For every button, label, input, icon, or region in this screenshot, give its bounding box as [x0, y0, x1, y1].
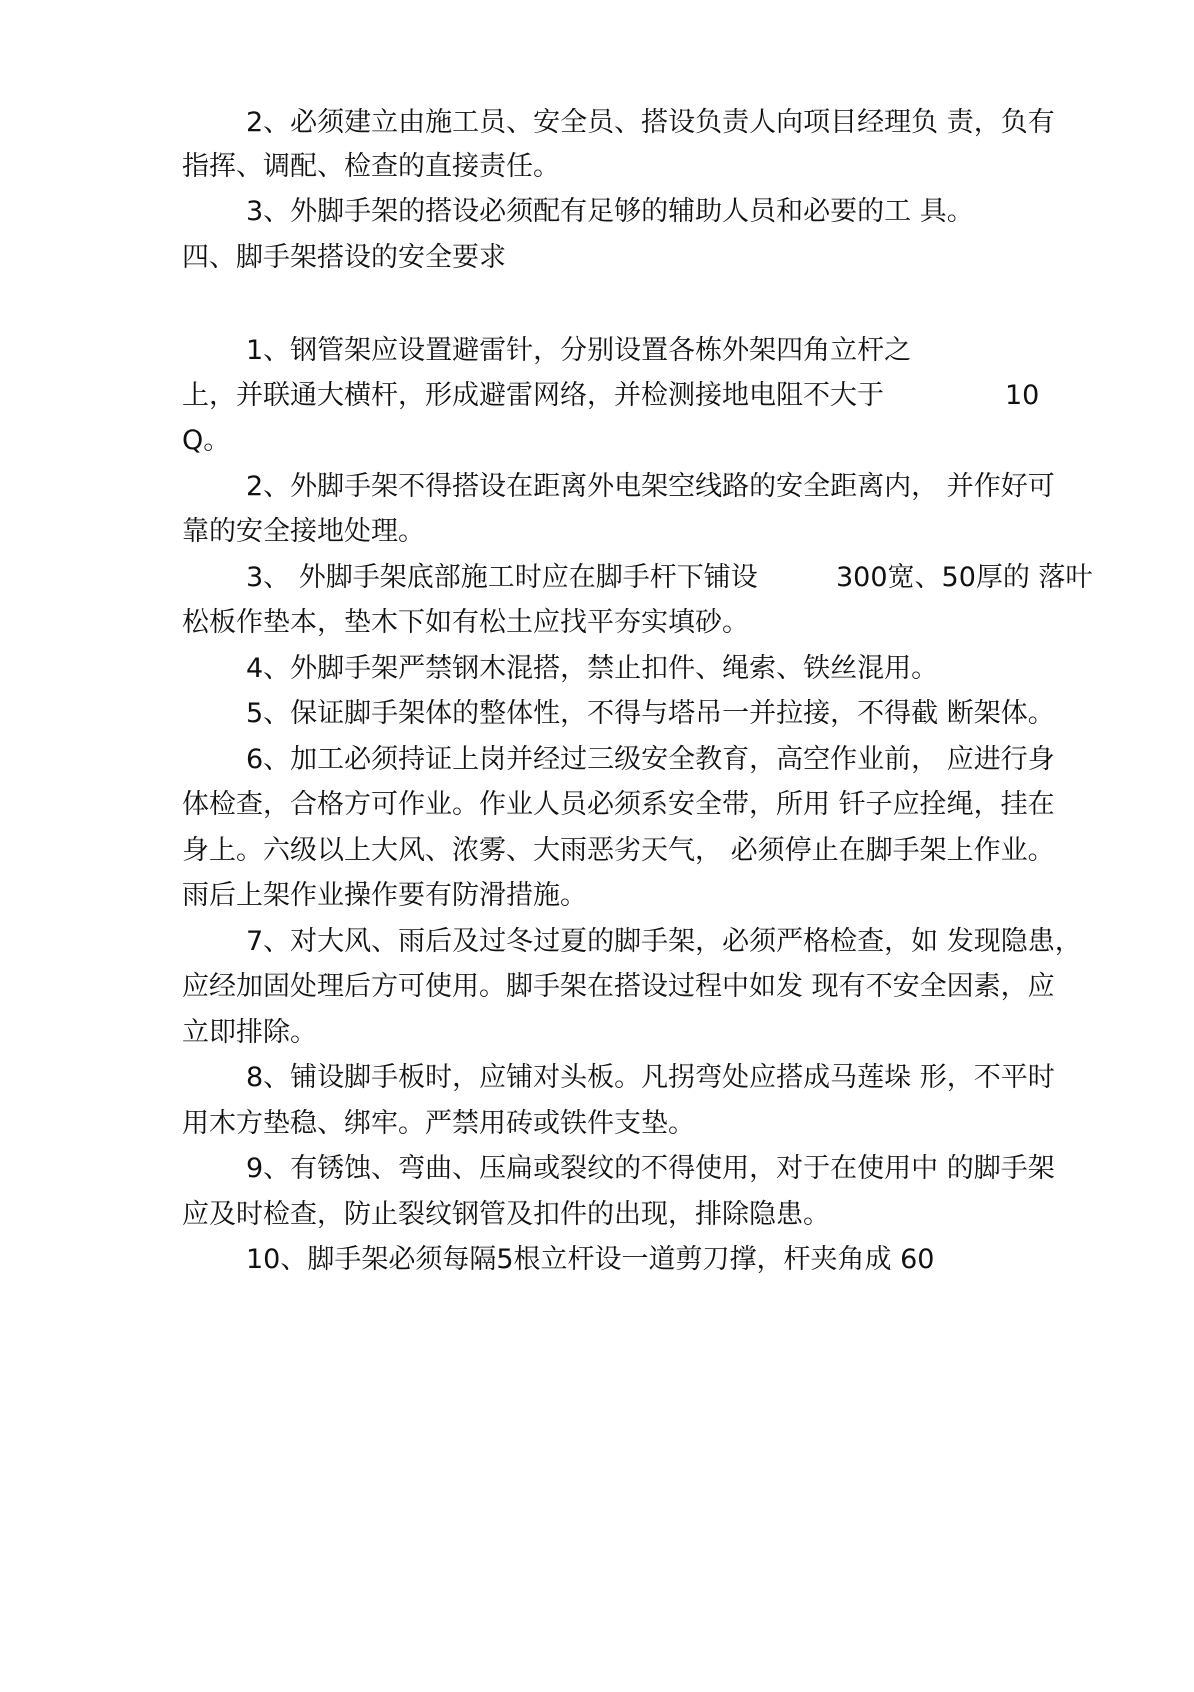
- text-line: 2、外脚手架不得搭设在距离外电架空线路的安全距离内， 并作好可: [246, 471, 1055, 502]
- text-line: 松板作垫本，垫木下如有松土应找平夯实填砂。: [182, 607, 749, 638]
- text-line: 上，并联通大横杆，形成避雷网络，并检测接地电阻不大于: [182, 380, 884, 411]
- section-heading: 四、脚手架搭设的安全要求: [182, 242, 506, 273]
- text-line: 6、加工必须持证上岗并经过三级安全教育，高空作业前， 应进行身: [246, 744, 1055, 775]
- text-line: 7、对大风、雨后及过冬过夏的脚手架，必须严格检查，如 发现隐患，: [246, 926, 1082, 957]
- text-line: 3、外脚手架的搭设必须配有足够的辅助人员和必要的工 具。: [246, 196, 974, 227]
- text-line: 10、脚手架必须每隔5根立杆设一道剪刀撑，杆夹角成 60: [246, 1244, 935, 1275]
- text-line: 体检查，合格方可作业。作业人员必须系安全带，所用 钎子应拴绳，挂在: [182, 789, 1055, 820]
- text-line: 立即排除。: [182, 1017, 317, 1048]
- text-line: 8、铺设脚手板时，应铺对头板。凡拐弯处应搭成马莲垛 形，不平时: [246, 1062, 1055, 1093]
- text-line: 雨后上架作业操作要有防滑措施。: [182, 880, 587, 911]
- text-line: 1、钢管架应设置避雷针，分别设置各栋外架四角立杆之: [246, 335, 912, 366]
- text-line: Q。: [182, 425, 231, 456]
- text-line: 300宽、50厚的 落叶: [836, 562, 1093, 593]
- text-line: 5、保证脚手架体的整体性，不得与塔吊一并拉接，不得截 断架体。: [246, 698, 1055, 729]
- text-line: 10: [1005, 380, 1040, 411]
- text-line: 9、有锈蚀、弯曲、压扁或裂纹的不得使用，对于在使用中 的脚手架: [246, 1153, 1055, 1184]
- text-line: 3、 外脚手架底部施工时应在脚手杆下铺设: [246, 562, 758, 593]
- text-line: 4、外脚手架严禁钢木混搭，禁止扣件、绳索、铁丝混用。: [246, 653, 939, 684]
- text-line: 用木方垫稳、绑牢。严禁用砖或铁件支垫。: [182, 1108, 695, 1139]
- text-line: 应及时检查，防止裂纹钢管及扣件的出现，排除隐患。: [182, 1199, 830, 1230]
- text-line: 靠的安全接地处理。: [182, 516, 425, 547]
- text-line: 身上。六级以上大风、浓雾、大雨恶劣天气， 必须停止在脚手架上作业。: [182, 835, 1055, 866]
- text-line: 2、必须建立由施工员、安全员、搭设负责人向项目经理负 责，负有: [246, 107, 1055, 138]
- text-line: 指挥、调配、检查的直接责任。: [182, 151, 560, 182]
- text-line: 应经加固处理后方可使用。脚手架在搭设过程中如发 现有不安全因素，应: [182, 971, 1055, 1002]
